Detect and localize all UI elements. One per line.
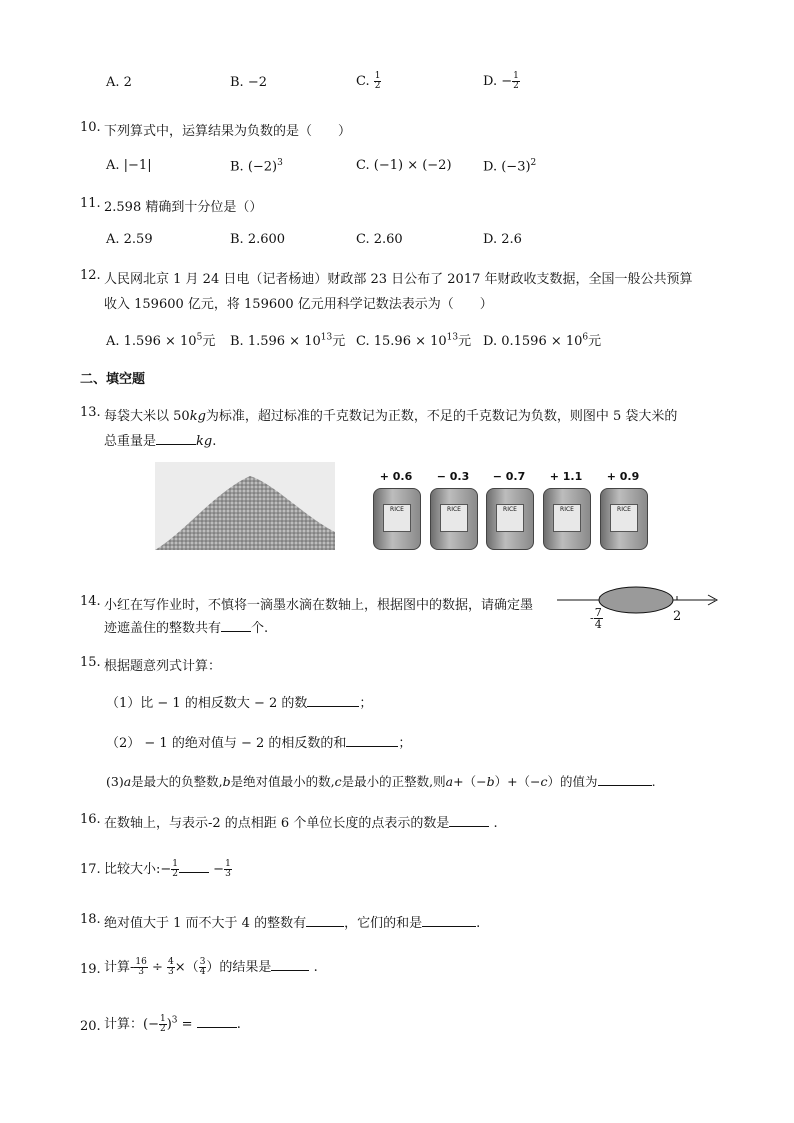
- number-line-figure: [555, 585, 725, 635]
- q9-option-a: A. 2: [106, 75, 132, 90]
- number-line-left-label: - $\frac{7}{4}$: [590, 606, 602, 631]
- rice-bag-3: − 0.7 RICE: [483, 488, 535, 550]
- q12-option-b: B. $1.596 \times 10^{13}$元: [230, 332, 346, 349]
- q10-option-c: C. (−1) × (−2): [356, 158, 452, 173]
- q19-number: 19.: [80, 962, 101, 977]
- rice-bag-5: + 0.9 RICE: [597, 488, 649, 550]
- q14-answer-blank[interactable]: [221, 619, 251, 632]
- q15-part2-blank[interactable]: [346, 734, 398, 747]
- rice-bag-4: + 1.1 RICE: [540, 488, 592, 550]
- q15-part3-blank[interactable]: [598, 773, 652, 786]
- q19-text: 计算- $\frac{16}{3}$ ÷ $\frac{4}{3}$ ×（ $\frac{3}{4}$ ）的结果是 .: [104, 957, 318, 977]
- q18-text: 绝对值大于 1 而不大于 4 的整数有 ，它们的和是 .: [104, 916, 481, 931]
- q11-option-a: A. 2.59: [106, 232, 153, 247]
- q9-option-b: B. −2: [230, 75, 267, 90]
- q10-option-d: D. $(-3)^2$: [483, 158, 537, 175]
- q9-option-c: C. $\frac{1}{2}$: [356, 71, 381, 91]
- q20-answer-blank[interactable]: [197, 1015, 237, 1028]
- q17-answer-blank[interactable]: [179, 860, 209, 873]
- q12-line2: 收入 159600 亿元，将 159600 亿元用科学记数法表示为（ ）: [104, 297, 493, 312]
- q15-title: 根据题意列式计算：: [104, 659, 222, 674]
- q15-part3: (3)a是最大的负整数,b是绝对值最小的数,c是最小的正整数,则a+（−b）+（−c）的值为 .: [106, 774, 656, 789]
- q15-number: 15.: [80, 655, 101, 670]
- q16-text: 在数轴上，与表示-2 的点相距 6 个单位长度的点表示的数是 .: [104, 816, 498, 831]
- q11-number: 11.: [80, 196, 101, 211]
- q19-answer-blank[interactable]: [271, 958, 309, 971]
- q11-option-d: D. 2.6: [483, 232, 522, 247]
- q12-number: 12.: [80, 268, 101, 283]
- q18-number: 18.: [80, 912, 101, 927]
- q20-text: 计算：(− $\frac{1}{2}$ )$^3$ = .: [104, 1014, 241, 1034]
- q18-first-blank[interactable]: [306, 914, 344, 927]
- rice-bag-1: + 0.6 RICE: [370, 488, 422, 550]
- rice-pile-image: [155, 462, 335, 550]
- q14-number: 14.: [80, 594, 101, 609]
- q10-option-a: A. |−1|: [106, 158, 152, 173]
- q12-line1: 人民网北京 1 月 24 日电（记者杨迪）财政部 23 日公布了 2017 年财政收支数据，全国一般公共预算: [104, 272, 693, 287]
- q16-number: 16.: [80, 812, 101, 827]
- q11-option-b: B. 2.600: [230, 232, 286, 247]
- q13-line2: 总重量是 kg.: [104, 434, 217, 449]
- q12-option-a: A. $1.596 \times 10^5$元: [106, 332, 216, 349]
- q14-line1: 小红在写作业时，不慎将一滴墨水滴在数轴上，根据图中的数据，请确定墨: [104, 598, 534, 613]
- q11-text: 2.598 精确到十分位是（）: [104, 200, 263, 215]
- rice-bag-2: − 0.3 RICE: [427, 488, 479, 550]
- q17-text: 比较大小:− $\frac{1}{2}$ − $\frac{1}{3}$: [104, 859, 231, 879]
- q18-second-blank[interactable]: [422, 914, 476, 927]
- q16-answer-blank[interactable]: [449, 814, 489, 827]
- q10-text: 下列算式中，运算结果为负数的是（ ）: [104, 124, 352, 139]
- number-line-right-label: 2: [673, 609, 682, 624]
- q12-option-c: C. $15.96 \times 10^{13}$元: [356, 332, 472, 349]
- q11-option-c: C. 2.60: [356, 232, 403, 247]
- q10-option-b: B. $(-2)^3$: [230, 158, 283, 175]
- section-title: 二、填空题: [80, 372, 146, 387]
- q13-answer-blank[interactable]: [156, 432, 196, 445]
- q15-part1-blank[interactable]: [307, 694, 359, 707]
- q12-option-d: D. $0.1596 \times 10^6$元: [483, 332, 602, 349]
- q20-number: 20.: [80, 1019, 101, 1034]
- q14-line2: 迹遮盖住的整数共有 个.: [104, 621, 269, 636]
- q10-number: 10.: [80, 120, 101, 135]
- q15-part2: （2） − 1 的绝对值与 − 2 的相反数的和 ；: [106, 736, 412, 751]
- q13-number: 13.: [80, 405, 101, 420]
- q15-part1: （1）比 − 1 的相反数大 − 2 的数 ；: [106, 696, 373, 711]
- q17-number: 17.: [80, 862, 101, 877]
- q13-line1: 每袋大米以 50kg为标准，超过标准的千克数记为正数，不足的千克数记为负数，则图中 5 袋大米的: [104, 409, 678, 424]
- q9-option-d: D. − $\frac{1}{2}$: [483, 71, 519, 91]
